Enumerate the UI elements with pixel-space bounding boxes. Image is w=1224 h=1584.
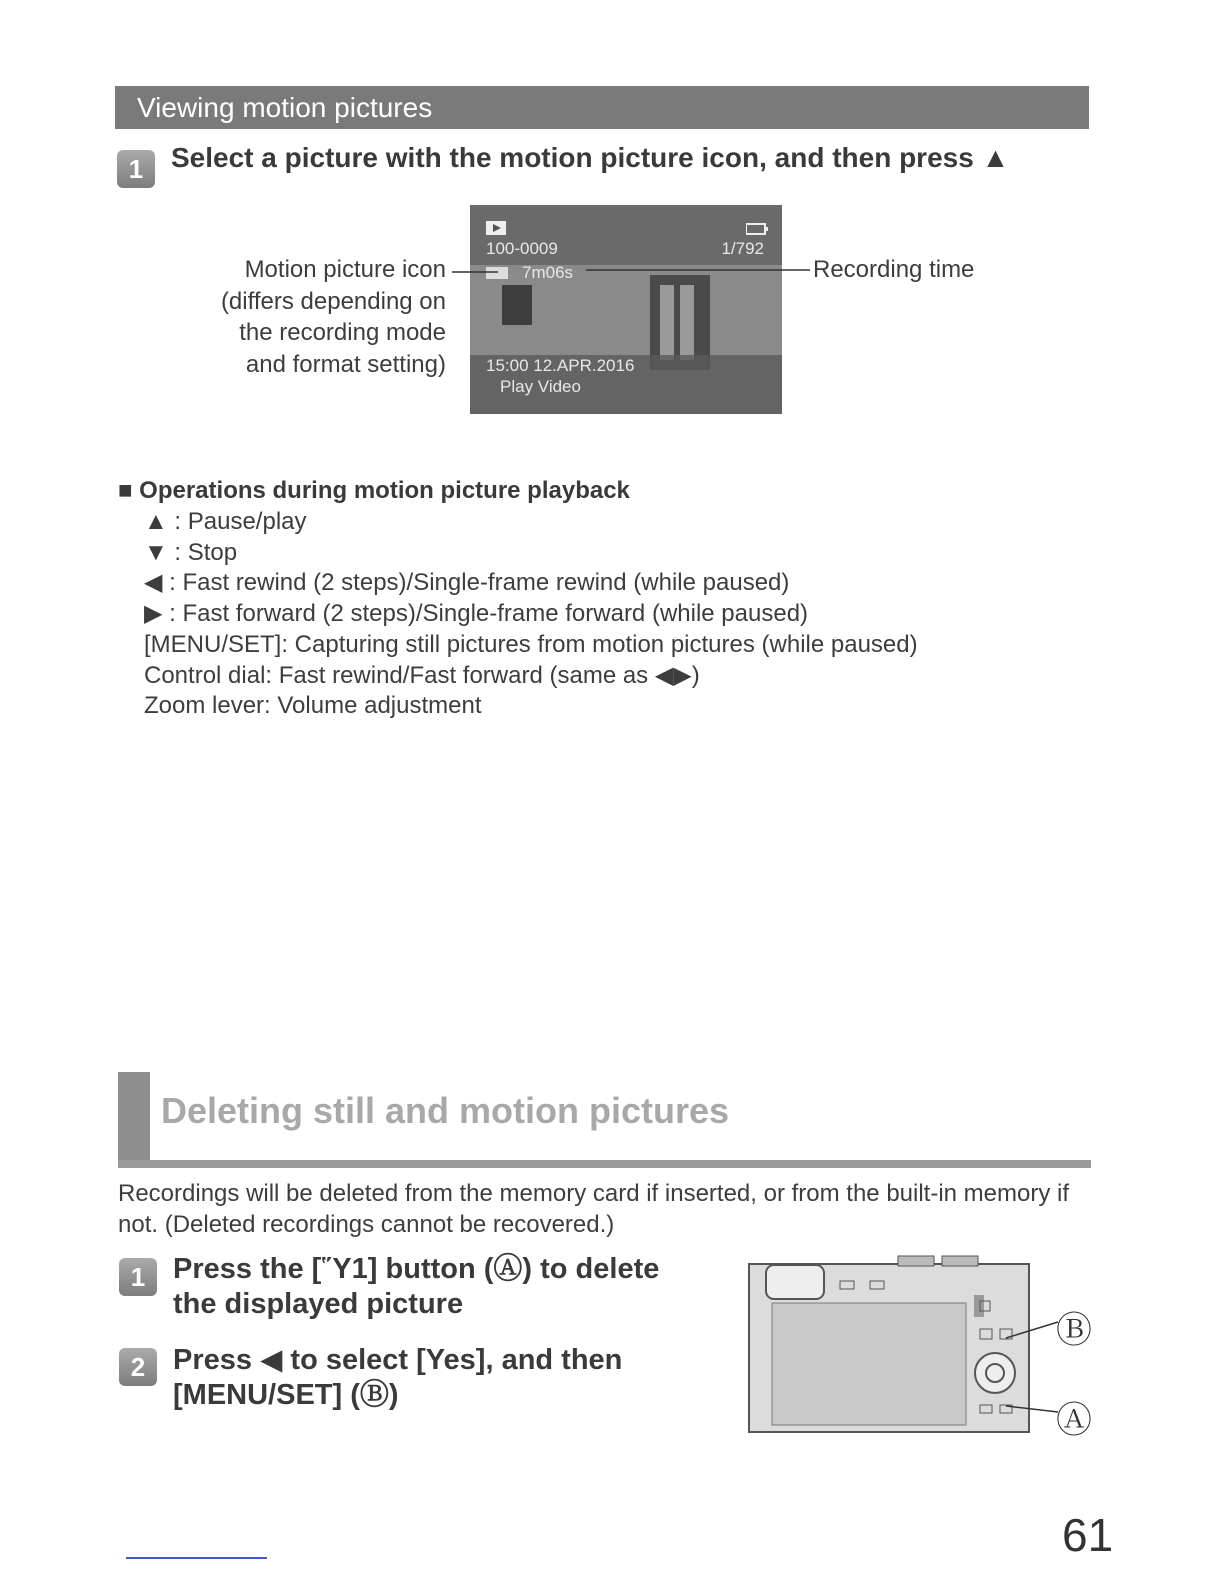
file-number: 100-0009 — [486, 239, 558, 258]
list-item: ▲ : Pause/play — [144, 508, 307, 535]
step-line: Press the [Ὕ1] button (Ⓐ) to delete — [173, 1253, 660, 1285]
label-b-menu-set: Ⓑ — [1056, 1309, 1093, 1350]
intro-paragraph: Recordings will be deleted from the memory card if inserted, or from the built-in memory if not. (Deleted recordings cannot be recovered.) — [118, 1180, 1070, 1238]
date-time: 15:00 12.APR.2016 — [486, 356, 635, 375]
recording-time-value: 7m06s — [522, 263, 574, 282]
battery-icon — [746, 223, 768, 235]
list-item: ▼ : Stop — [144, 538, 238, 566]
section-title-viewing: Viewing motion pictures — [137, 92, 433, 123]
delete-step-2 — [173, 1343, 622, 1413]
camera-leader-lines — [1002, 1308, 1062, 1418]
page-number: 61 — [1062, 1509, 1114, 1561]
motion-picture-icon-callout — [126, 254, 446, 380]
label-a-delete-button: Ⓐ — [1056, 1399, 1093, 1440]
step-number-badge: 1 — [119, 1258, 157, 1296]
section-header-underline — [118, 1160, 1091, 1168]
operations-list — [144, 507, 918, 722]
play-video-label: Play Video — [500, 377, 581, 396]
step-line: Press ◀ to select [Yes], and then — [173, 1344, 623, 1376]
step-instruction: Select a picture with the motion picture icon, and then press ▲ — [171, 142, 1010, 173]
callout-line: and format setting) — [245, 350, 446, 378]
list-item: [MENU/SET]: Capturing still pictures from motion pictures (while paused) — [144, 630, 918, 658]
callout-line: (differs depending on — [220, 287, 446, 315]
section-title-deleting: Deleting still and motion pictures — [161, 1090, 730, 1131]
camera-back-illustration — [748, 1255, 1030, 1433]
list-item: Control dial: Fast rewind/Fast forward (same as ◀▶) — [144, 661, 700, 689]
footer-rule — [126, 1557, 267, 1559]
delete-step-1 — [173, 1252, 659, 1322]
list-item: ◀ : Fast rewind (2 steps)/Single-frame rewind (while paused) — [144, 569, 790, 597]
recording-time-callout: Recording time — [813, 256, 975, 283]
step-line: [MENU/SET] (Ⓑ) — [173, 1379, 399, 1411]
list-item: ▶ : Fast forward (2 steps)/Single-frame forward (while paused) — [144, 600, 809, 628]
callout-line: Motion picture icon — [244, 256, 446, 283]
step-number-badge: 1 — [117, 150, 155, 188]
picture-count: 1/792 — [721, 239, 764, 258]
step-line: the displayed picture — [173, 1288, 464, 1320]
list-item: Zoom lever: Volume adjustment — [144, 692, 482, 720]
section-header-block — [118, 1072, 150, 1168]
playback-mode-icon — [486, 221, 506, 235]
callout-line: the recording mode — [239, 319, 446, 346]
playback-screen-image — [470, 205, 782, 414]
callout-leader-lines — [446, 262, 816, 282]
step-number-badge: 2 — [119, 1348, 157, 1386]
operations-heading: ■ Operations during motion picture playback — [118, 477, 630, 504]
